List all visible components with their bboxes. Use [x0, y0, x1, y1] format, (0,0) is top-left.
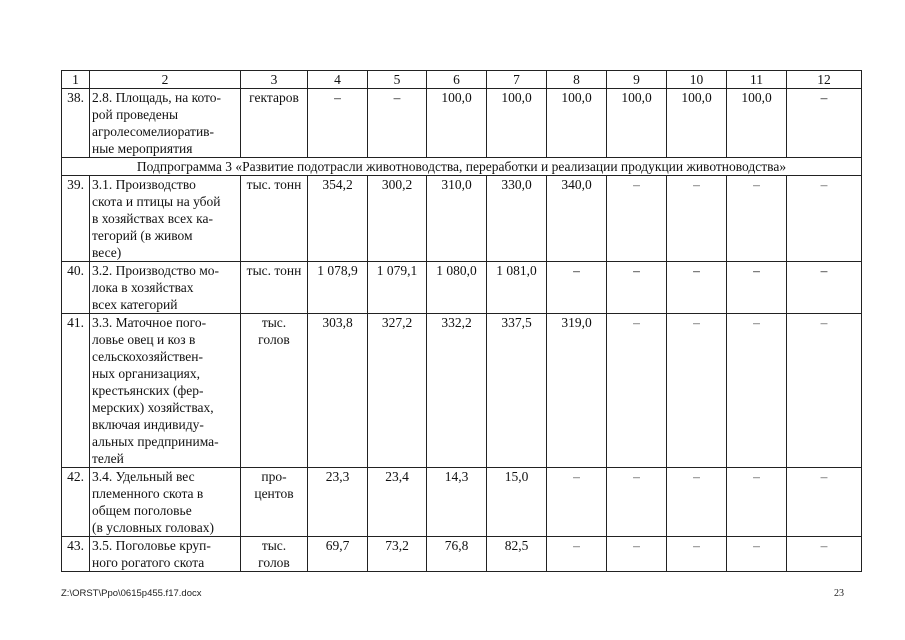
value-cell: 310,0	[427, 176, 487, 262]
row-number: 39.	[62, 176, 90, 262]
value-cell: –	[607, 262, 667, 314]
indicator-name: 3.3. Маточное пого- ловье овец и коз в сельскохозяйствен- ных организациях, крестьянских (фер- мерских) хозяйствах, включая индивиду- альных предпринима- телей	[90, 314, 241, 468]
table-row	[62, 89, 862, 158]
value-cell: –	[667, 262, 727, 314]
subprogram-row	[62, 158, 862, 176]
file-path-footer: Z:\ORST\Ppo\0615p455.f17.docx	[61, 588, 202, 599]
row-number: 42.	[62, 468, 90, 537]
value-cell: 100,0	[667, 89, 727, 158]
table-row	[62, 314, 862, 468]
value-cell: 100,0	[427, 89, 487, 158]
value-cell: –	[727, 262, 787, 314]
header-cell: 10	[667, 71, 727, 89]
value-cell: –	[607, 176, 667, 262]
page-number: 23	[834, 588, 844, 599]
value-cell: 319,0	[547, 314, 607, 468]
header-cell: 9	[607, 71, 667, 89]
value-cell: –	[607, 314, 667, 468]
indicator-name: 3.1. Производство скота и птицы на убой в хозяйствах всех ка- тегорий (в живом весе)	[90, 176, 241, 262]
value-cell: 76,8	[427, 537, 487, 572]
unit: про- центов	[241, 468, 308, 537]
header-cell: 8	[547, 71, 607, 89]
value-cell: 303,8	[308, 314, 368, 468]
value-cell: 73,2	[368, 537, 427, 572]
value-cell: 100,0	[727, 89, 787, 158]
value-cell: –	[727, 468, 787, 537]
value-cell: 14,3	[427, 468, 487, 537]
table-row	[62, 468, 862, 537]
value-cell: 1 079,1	[368, 262, 427, 314]
row-number: 38.	[62, 89, 90, 158]
unit: тыс. тонн	[241, 262, 308, 314]
value-cell: 100,0	[607, 89, 667, 158]
column-number-row	[62, 71, 862, 89]
value-cell: –	[667, 537, 727, 572]
header-cell: 11	[727, 71, 787, 89]
subprogram-title: Подпрограмма 3 «Развитие подотрасли животноводства, переработки и реализации продукции животноводства»	[62, 158, 862, 176]
value-cell: 1 080,0	[427, 262, 487, 314]
value-cell: –	[547, 262, 607, 314]
row-number: 40.	[62, 262, 90, 314]
value-cell: –	[727, 314, 787, 468]
unit: тыс. голов	[241, 314, 308, 468]
value-cell: 332,2	[427, 314, 487, 468]
value-cell: –	[547, 468, 607, 537]
value-cell: –	[787, 262, 862, 314]
value-cell: 327,2	[368, 314, 427, 468]
value-cell: –	[667, 176, 727, 262]
unit: гектаров	[241, 89, 308, 158]
unit: тыс. голов	[241, 537, 308, 572]
value-cell: –	[787, 468, 862, 537]
table-row	[62, 176, 862, 262]
value-cell: 340,0	[547, 176, 607, 262]
value-cell: –	[787, 89, 862, 158]
header-cell: 12	[787, 71, 862, 89]
header-cell: 7	[487, 71, 547, 89]
value-cell: 354,2	[308, 176, 368, 262]
indicator-name: 2.8. Площадь, на кото- рой проведены агролесомелиоратив- ные мероприятия	[90, 89, 241, 158]
value-cell: –	[308, 89, 368, 158]
row-number: 43.	[62, 537, 90, 572]
value-cell: –	[607, 537, 667, 572]
value-cell: –	[607, 468, 667, 537]
indicator-name: 3.5. Поголовье круп- ного рогатого скота	[90, 537, 241, 572]
value-cell: –	[368, 89, 427, 158]
value-cell: 23,3	[308, 468, 368, 537]
header-cell: 4	[308, 71, 368, 89]
value-cell: –	[727, 537, 787, 572]
value-cell: 1 081,0	[487, 262, 547, 314]
table-row	[62, 537, 862, 572]
value-cell: 23,4	[368, 468, 427, 537]
value-cell: –	[787, 314, 862, 468]
value-cell: 15,0	[487, 468, 547, 537]
header-cell: 2	[90, 71, 241, 89]
value-cell: –	[787, 176, 862, 262]
value-cell: –	[667, 314, 727, 468]
value-cell: –	[547, 537, 607, 572]
value-cell: 1 078,9	[308, 262, 368, 314]
header-cell: 1	[62, 71, 90, 89]
value-cell: 337,5	[487, 314, 547, 468]
value-cell: 100,0	[547, 89, 607, 158]
value-cell: 100,0	[487, 89, 547, 158]
value-cell: –	[787, 537, 862, 572]
value-cell: 300,2	[368, 176, 427, 262]
value-cell: 330,0	[487, 176, 547, 262]
indicator-name: 3.2. Производство мо- лока в хозяйствах всех категорий	[90, 262, 241, 314]
value-cell: –	[667, 468, 727, 537]
row-number: 41.	[62, 314, 90, 468]
header-cell: 5	[368, 71, 427, 89]
header-cell: 3	[241, 71, 308, 89]
value-cell: –	[727, 176, 787, 262]
header-cell: 6	[427, 71, 487, 89]
indicator-name: 3.4. Удельный вес племенного скота в общем поголовье (в условных головах)	[90, 468, 241, 537]
value-cell: 69,7	[308, 537, 368, 572]
table-row	[62, 262, 862, 314]
unit: тыс. тонн	[241, 176, 308, 262]
indicators-table	[61, 70, 862, 572]
value-cell: 82,5	[487, 537, 547, 572]
